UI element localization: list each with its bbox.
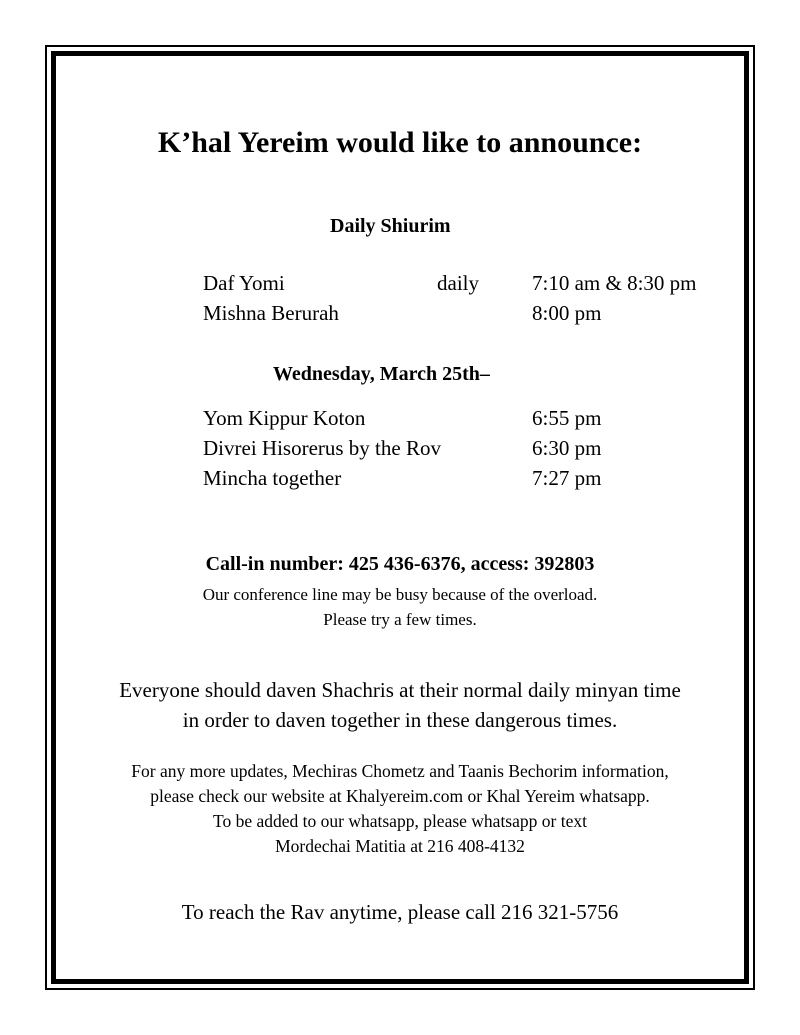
wednesday-row-time: 7:27 pm [532, 466, 602, 490]
conference-note: Our conference line may be busy because of the overload. [202, 585, 598, 604]
daily-shiurim-heading: Daily Shiurim [330, 215, 451, 237]
daily-row-name: Daf Yomi [203, 271, 285, 295]
shachris-notice: in order to daven together in these dangerous times. [182, 708, 618, 732]
daily-row-time: 8:00 pm [532, 301, 602, 325]
updates-notice: please check our website at Khalyereim.com or Khal Yereim whatsapp. [150, 786, 650, 806]
announcement-title: K’hal Yereim would like to announce: [157, 126, 643, 159]
wednesday-row-name: Divrei Hisorerus by the Rov [203, 436, 441, 460]
wednesday-heading: Wednesday, March 25th– [273, 363, 490, 385]
reach-rav-notice: To reach the Rav anytime, please call 216 321-5756 [181, 900, 619, 924]
wednesday-row-name: Mincha together [203, 466, 342, 490]
daily-row-freq: daily [437, 271, 479, 295]
wednesday-row-name: Yom Kippur Koton [203, 406, 366, 430]
daily-row-name: Mishna Berurah [203, 301, 339, 325]
wednesday-row-time: 6:30 pm [532, 436, 602, 460]
call-in-number: Call-in number: 425 436-6376, access: 392803 [205, 553, 595, 575]
conference-note: Please try a few times. [323, 610, 477, 629]
updates-notice: For any more updates, Mechiras Chometz and Taanis Bechorim information, [131, 761, 669, 781]
updates-notice: Mordechai Matitia at 216 408-4132 [275, 836, 525, 856]
wednesday-row-time: 6:55 pm [532, 406, 602, 430]
shachris-notice: Everyone should daven Shachris at their normal daily minyan time [119, 678, 681, 702]
updates-notice: To be added to our whatsapp, please whatsapp or text [213, 811, 587, 831]
daily-row-time: 7:10 am & 8:30 pm [532, 271, 697, 295]
